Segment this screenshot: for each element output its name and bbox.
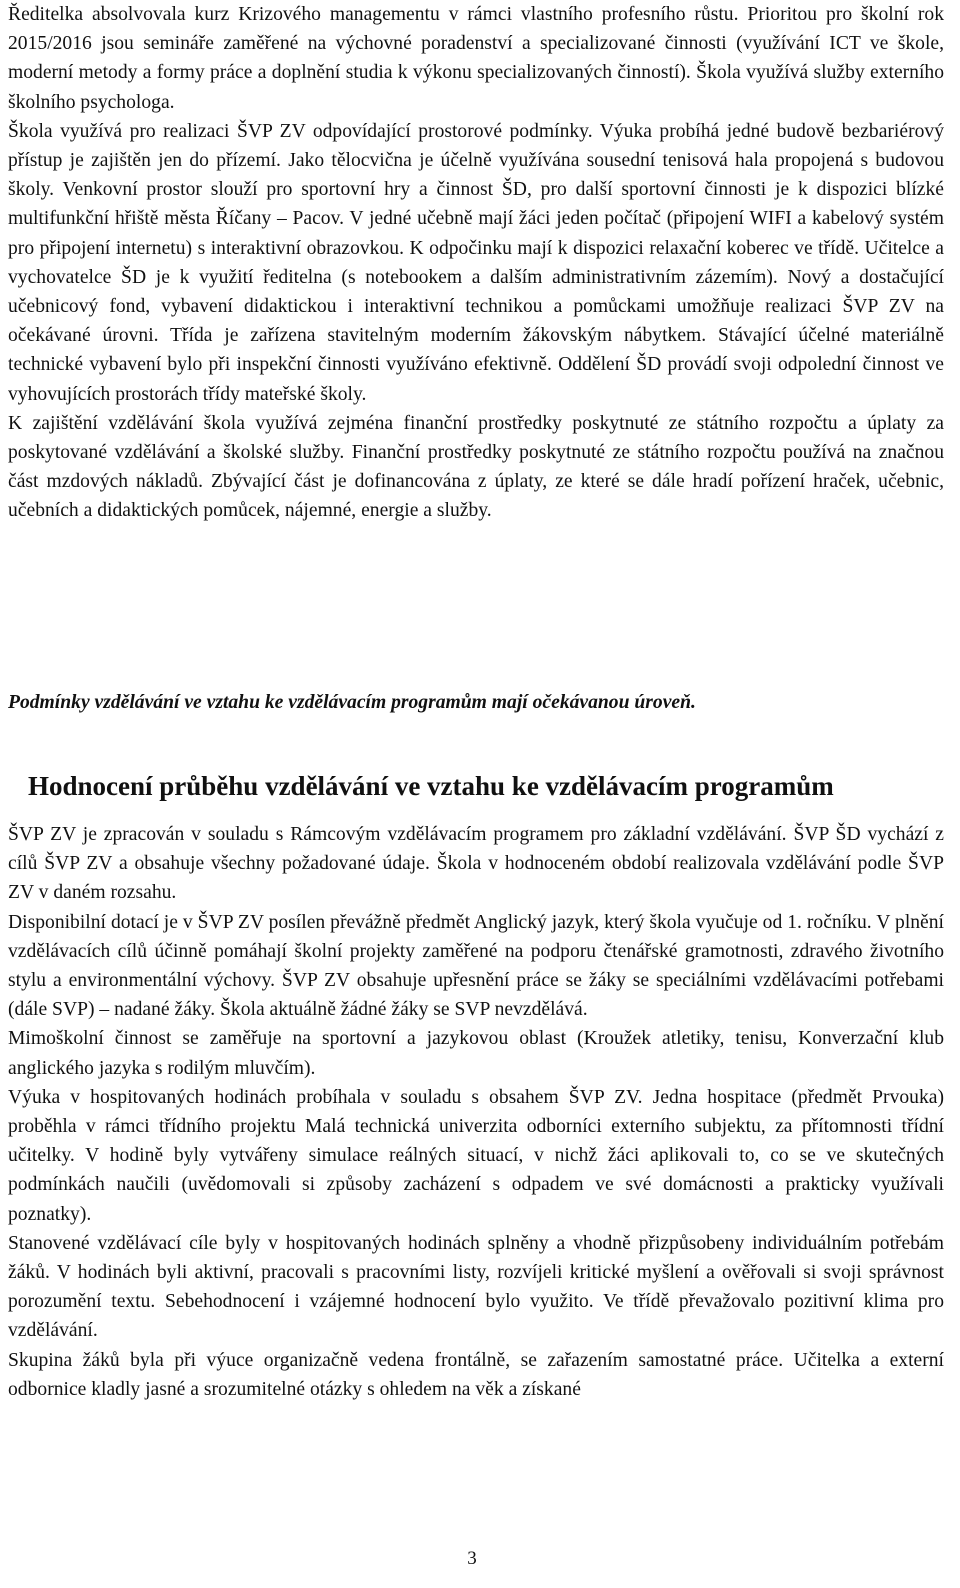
paragraph-english-projects: Disponibilní dotací je v ŠVP ZV posílen převážně předmět Anglický jazyk, který škola vyučuje od 1. ročníku. V plnění vzdělávacích cílů účinně pomáhají školní projekty zaměřené na podporu čtenářské gramotnosti, zdravého životního stylu a environmentální výchovy. ŠVP ZV obsahuje upřesnění práce se žáky se speciálními vzdělávacími potřebami (dále SVP) – nadané žáky. Škola aktuálně žádné žáky se SVP nevzdělává. (8, 911, 944, 1021)
paragraph-staff-training: Ředitelka absolvovala kurz Krizového managementu v rámci vlastního profesního růstu. Prioritou pro školní rok 2015/2016 jsou semináře zaměřené na výchovné poradenství a specializované činnosti (využívání ICT ve škole, moderní metody a formy práce a doplnění studia k výkonu specializovaných činností). Škola využívá služby externího školního psychologa. (8, 4, 944, 113)
conclusion-statement: Podmínky vzdělávání ve vztahu ke vzdělávacím programům mají očekávanou úroveň. (8, 692, 696, 713)
paragraph-learning-goals: Stanovené vzdělávací cíle byly v hospitovaných hodinách splněny a vhodně přizpůsobeny individuálním potřebám žáků. V hodinách byli aktivní, pracovali s pracovními listy, rozvíjeli kritické myšlení a ověřovali si svoji správnost porozumění textu. Sebehodnocení i vzájemné hodnocení bylo využito. Ve třídě převažovalo pozitivní klima pro vzdělávání. (8, 1232, 944, 1342)
page-number: 3 (467, 1548, 477, 1569)
section-conditions (8, 0, 944, 526)
paragraph-funding: K zajištění vzdělávání škola využívá zejména finanční prostředky poskytnuté ze státního rozpočtu a úplaty za poskytované vzdělávání a školské služby. Finanční prostředky poskytnuté ze státního rozpočtu používá na značnou část mzdových nákladů. Zbývající část je dofinancována z úplaty, ze které se dále hradí pořízení hraček, učebnic, učebních a didaktických pomůcek, nájemné, energie a služby. (8, 412, 944, 522)
paragraph-extracurricular: Mimoškolní činnost se zaměřuje na sportovní a jazykovou oblast (Kroužek atletiky, tenisu, Konverzační klub anglického jazyka s rodilým mluvčím). (8, 1028, 944, 1079)
section-heading: Hodnocení průběhu vzdělávání ve vztahu ke vzdělávacím programům (28, 771, 834, 801)
paragraph-group-organization: Skupina žáků byla při výuce organizačně vedena frontálně, se zařazením samostatné práce. Učitelka a externí odbornice kladly jasné a srozumitelné otázky s ohledem na věk a získané (8, 1349, 944, 1400)
paragraph-premises: Škola využívá pro realizaci ŠVP ZV odpovídající prostorové podmínky. Výuka probíhá jedné budově bezbariérový přístup je zajištěn jen do přízemí. Jako tělocvična je účelně využívána sousední tenisová hala propojená s budovou školy. Venkovní prostor slouží pro sportovní hry a činnost ŠD, pro další sportovní činnosti je k dispozici blízké multifunkční hřiště města Říčany – Pacov. V jedné učebně mají žáci jeden počítač (připojení WIFI a kabelový systém pro připojení internetu) s interaktivní obrazovkou. K odpočinku mají k dispozici relaxační koberec ve třídě. Učitelce a vychovatelce ŠD je k využití ředitelna (s notebookem a dalším administrativním zázemím). Nový a dostačující učebnicový fond, vybavení didaktickou i interaktivní technikou a pomůckami umožňuje realizaci ŠVP ZV na očekávané úrovni. Třída je zařízena stavitelným moderním žákovským nábytkem. Stávající účelné materiálně technické vybavení bylo při inspekční činnosti využíváno efektivně. Oddělení ŠD provádí svoji odpolední činnost ve vyhovujících prostorách třídy mateřské školy. (8, 120, 944, 405)
paragraph-observed-lessons: Výuka v hospitovaných hodinách probíhala v souladu s obsahem ŠVP ZV. Jedna hospitace (předmět Prvouka) proběhla v rámci třídního projektu Malá technická univerzita odborníci externího subjektu, za přítomnosti třídní učitelky. V hodině byly vytvářeny simulace reálných situací, v nichž žáci aplikovali to, co se ve skutečných podmínkách naučili (uvědomovali si způsoby zacházení s odpadem ve své domácnosti a prakticky využívali poznatky). (8, 1086, 944, 1225)
paragraph-svp-compliance: ŠVP ZV je zpracován v souladu s Rámcovým vzdělávacím programem pro základní vzdělávání. ŠVP ŠD vychází z cílů ŠVP ZV a obsahuje všechny požadované údaje. Škola v hodnoceném období realizovala vzdělávání podle ŠVP ZV v daném rozsahu. (8, 824, 944, 904)
section-education-evaluation (8, 820, 944, 1404)
